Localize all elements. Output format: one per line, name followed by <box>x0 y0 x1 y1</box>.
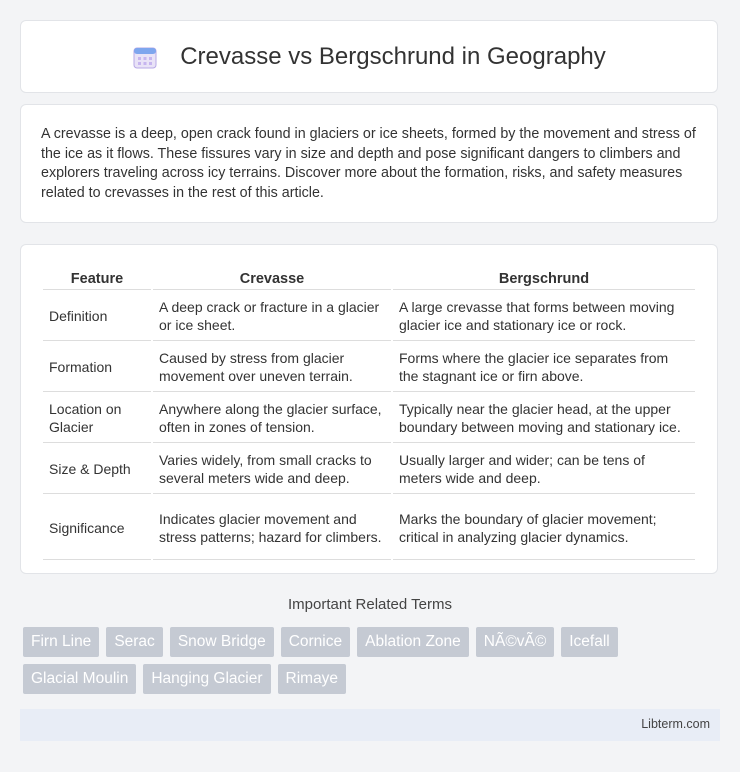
tag-link[interactable]: Rimaye <box>278 664 347 694</box>
tag-link[interactable]: Glacial Moulin <box>23 664 136 694</box>
table-cell: Marks the boundary of glacier movement; critical in analyzing glacier dynamics. <box>393 496 695 560</box>
table-row <box>43 445 695 494</box>
table-row <box>43 343 695 392</box>
table-cell: Definition <box>43 292 151 341</box>
table-cell: Caused by stress from glacier movement over uneven terrain. <box>153 343 391 392</box>
intro-text: A crevasse is a deep, open crack found in glaciers or ice sheets, formed by the movement and stress of the ice as it flows. These fissures vary in size and depth and pose significant dangers to climbers and explorers traveling across icy terrains. Discover more about the formation, risks, and safety measures related to crevasses in the rest of this article. <box>41 126 696 201</box>
table-row <box>43 292 695 341</box>
column-header: Crevasse <box>153 267 391 290</box>
tag-link[interactable]: Ablation Zone <box>357 627 469 657</box>
tag-link[interactable]: Icefall <box>561 627 618 657</box>
tag-link[interactable]: Hanging Glacier <box>143 664 270 694</box>
comparison-card <box>20 244 718 574</box>
table-cell: Typically near the glacier head, at the upper boundary between moving and stationary ice. <box>393 394 695 443</box>
tag-link[interactable]: Firn Line <box>23 627 99 657</box>
column-header: Bergschrund <box>393 267 695 290</box>
comparison-table <box>41 265 697 562</box>
tag-link[interactable]: Snow Bridge <box>170 627 274 657</box>
page-title: Crevasse vs Bergschrund in Geography <box>180 42 606 70</box>
table-cell: Size & Depth <box>43 445 151 494</box>
tag-link[interactable]: NÃ©vÃ© <box>476 627 554 657</box>
table-row <box>43 496 695 560</box>
related-terms-title: Important Related Terms <box>288 596 452 613</box>
tag-link[interactable]: Serac <box>106 627 163 657</box>
table-cell: Location on Glacier <box>43 394 151 443</box>
calendar-icon <box>132 44 158 70</box>
table-cell: Usually larger and wider; can be tens of meters wide and deep. <box>393 445 695 494</box>
table-header-row <box>43 267 695 290</box>
table-cell: Indicates glacier movement and stress patterns; hazard for climbers. <box>153 496 391 560</box>
table-row <box>43 394 695 443</box>
intro-card <box>20 104 718 223</box>
related-terms-list <box>23 627 723 694</box>
table-cell: A large crevasse that forms between moving glacier ice and stationary ice or rock. <box>393 292 695 341</box>
header-card <box>20 20 718 93</box>
table-cell: Forms where the glacier ice separates from the stagnant ice or firn above. <box>393 343 695 392</box>
tag-link[interactable]: Cornice <box>281 627 350 657</box>
table-cell: A deep crack or fracture in a glacier or ice sheet. <box>153 292 391 341</box>
column-header: Feature <box>43 267 151 290</box>
table-cell: Anywhere along the glacier surface, often in zones of tension. <box>153 394 391 443</box>
table-cell: Significance <box>43 496 151 560</box>
table-cell: Formation <box>43 343 151 392</box>
table-cell: Varies widely, from small cracks to several meters wide and deep. <box>153 445 391 494</box>
footer-link[interactable]: Libterm.com <box>641 717 710 731</box>
footer <box>20 709 720 741</box>
